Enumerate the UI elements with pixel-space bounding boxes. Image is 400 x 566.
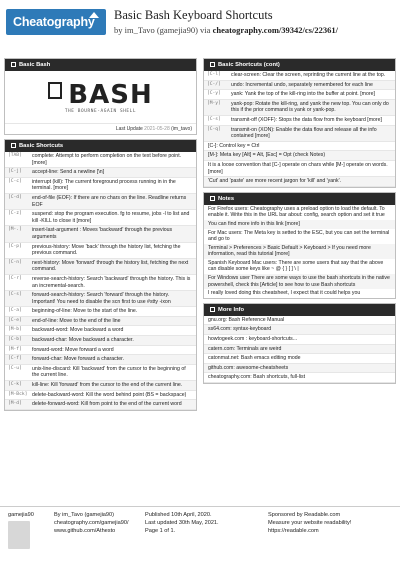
section-basic-shortcuts bbox=[4, 139, 197, 411]
shortcut-key: [TAB] bbox=[8, 153, 22, 158]
more-info-link[interactable]: howtogeek.com : keyboard-shortcuts... bbox=[204, 335, 395, 345]
shortcut-row bbox=[5, 400, 196, 410]
shortcut-description: end-of-line: Move to the end of the line bbox=[32, 317, 121, 324]
shortcut-row bbox=[5, 152, 196, 168]
right-column bbox=[203, 58, 396, 388]
footer-author-avatar-col bbox=[8, 511, 34, 549]
shortcut-row bbox=[204, 100, 395, 116]
bash-logo-title bbox=[48, 81, 152, 109]
shortcut-row bbox=[5, 243, 196, 259]
shortcut-row bbox=[5, 210, 196, 226]
shortcut-description: forward-char: Move forward a character. bbox=[32, 356, 124, 363]
shortcut-row bbox=[5, 346, 196, 356]
footer-dates-col bbox=[145, 511, 219, 536]
footer-sponsor-text: Measure your website readability! bbox=[268, 520, 352, 527]
shortcut-description: end-of-file (EOF): If there are no chars on the line. Readline returns EOF bbox=[32, 194, 187, 208]
shortcut-key: [C-d] bbox=[8, 194, 22, 200]
shortcut-row bbox=[204, 116, 395, 126]
note-item: For Firefox users: Cheatography uses a preload option to load the default. To enable it. Write this in the URL bar about: config, search option and set it true bbox=[208, 205, 385, 219]
byline-url[interactable]: cheatography.com/39342/cs/22361/ bbox=[212, 25, 338, 35]
shortcut-description: kill-line: Kill 'forward' from the cursor to the end of the current line. bbox=[32, 382, 183, 389]
shortcut-description: yank: Yank the top of the kill-ring into the buffer at point. [more] bbox=[231, 91, 375, 98]
shortcut-row bbox=[5, 168, 196, 178]
shortcut-list bbox=[204, 71, 395, 142]
shortcut-key: [C-q] bbox=[207, 126, 221, 132]
footer-published: Published 10th April, 2020. bbox=[145, 512, 212, 518]
shortcut-row bbox=[204, 90, 395, 100]
section-basic-bash bbox=[4, 58, 197, 135]
shortcut-row bbox=[5, 381, 196, 391]
section-icon bbox=[11, 143, 16, 148]
note-item: Spanish Keyboard Mac users: There are some users that say that the above can disable some keys like ~ @ { } [ ] \ | bbox=[208, 259, 384, 273]
section-heading-text: Basic Shortcuts (cont) bbox=[218, 62, 280, 68]
shortcut-description: beginning-of-line: Move to the start of the line. bbox=[32, 308, 138, 315]
section-heading bbox=[204, 304, 395, 316]
shortcut-description: suspend: stop the program execution. fg to resume, jobs -l to list and kill -KILL to close it [more] bbox=[32, 211, 190, 224]
section-heading-text: More Info bbox=[218, 306, 245, 313]
footer-updated: Last updated 30th May, 2021. bbox=[145, 520, 219, 527]
shortcut-key: [C-u] bbox=[8, 365, 22, 371]
shortcut-description: transmit-off (XOFF): Stops the data flow from the keyboard [more] bbox=[231, 116, 382, 123]
shortcut-key: [C-z] bbox=[8, 211, 22, 217]
more-info-link[interactable]: catonmat.net: Bash emacs editing mode bbox=[204, 354, 395, 364]
shortcut-row bbox=[5, 336, 196, 346]
cheatography-logo[interactable] bbox=[6, 9, 106, 35]
shortcut-key: [M-y] bbox=[207, 100, 221, 106]
shortcut-description: complete: Attempt to perform completion on the text before point. [more] bbox=[32, 153, 182, 166]
bash-logo bbox=[5, 71, 196, 123]
shortcut-description: next-history: Move 'forward' through the history list, fetching the next command. bbox=[32, 259, 189, 273]
shortcut-description: backward-char: Move backward a character. bbox=[32, 337, 134, 344]
shortcut-key: [M-d] bbox=[8, 401, 22, 407]
shortcut-key: [M-Bck] bbox=[8, 391, 28, 397]
section-icon bbox=[210, 307, 215, 312]
note-item: You can find more info in this link [more] bbox=[204, 220, 395, 229]
last-update-label: Last Update bbox=[115, 126, 143, 132]
shortcut-description: reverse-search-history: Search 'backward' through the history. This is an incremental-search. bbox=[32, 275, 191, 289]
links-list bbox=[204, 316, 395, 383]
shortcut-row bbox=[5, 291, 196, 307]
byline-author[interactable]: im_Tavo (gamejia90) bbox=[124, 25, 198, 35]
shortcut-description: unix-line-discard: Kill 'backward' from the cursor to the beginning of the current line. bbox=[32, 365, 186, 379]
shortcut-description: delete-backward-word: Kill the word behind point (BS = backspace) bbox=[32, 391, 187, 398]
shortcut-key: [M-b] bbox=[8, 327, 22, 333]
shortcut-key: [C-n] bbox=[8, 259, 22, 265]
last-update-date: 2021-05-28 bbox=[144, 126, 170, 132]
bash-logo-subtitle: THE BOURNE-AGAIN SHELL bbox=[64, 108, 137, 114]
notes-list bbox=[204, 205, 395, 298]
more-info-link[interactable]: catern.com: Terminals are weird bbox=[204, 345, 395, 355]
left-column bbox=[4, 58, 197, 415]
convention-note: It is a loose convention that [C-] operate on chars while [M-] operate on words. [more] bbox=[204, 161, 395, 177]
byline bbox=[114, 25, 338, 35]
section-heading bbox=[5, 140, 196, 152]
note-item: For Mac users: The Meta key is setted to the ESC, but you can set the terminal and go to bbox=[208, 229, 390, 243]
last-update-user[interactable]: im_tavo bbox=[172, 126, 191, 132]
shortcut-row bbox=[204, 81, 395, 91]
footer-author-url[interactable]: cheatography.com/gamejia90/ bbox=[54, 520, 129, 527]
note-item: I really loved doing this cheatsheet, I expect that it could helps you bbox=[208, 290, 361, 297]
section-more-info bbox=[203, 303, 396, 384]
shortcut-description: previous-history: Move 'back' through the history list, fetching the previous command. bbox=[32, 243, 181, 257]
section-heading bbox=[204, 59, 395, 71]
last-update: Last Update 2021-05-28 (im_tavo) bbox=[5, 123, 196, 134]
shortcut-description: interrupt (kill): The current foreground process running in in the terminal. [more] bbox=[32, 178, 176, 192]
more-info-link[interactable]: ss64.com: syntax-keyboard bbox=[204, 325, 395, 335]
shortcut-key: [C-y] bbox=[207, 91, 221, 97]
shortcut-description: forward-word: Move forward a word bbox=[32, 346, 114, 353]
shortcut-description: yank-pop: Rotate the kill-ring, and yank the new top. You can only do this if the prior command is yank or yank-pop. bbox=[231, 100, 389, 114]
shortcut-key: [C-s] bbox=[8, 292, 22, 298]
footer-author-site[interactable]: www.github.com/Athesto bbox=[54, 528, 116, 535]
shortcut-description: accept-line: Send a newline [\n] bbox=[32, 169, 105, 176]
bash-prompt-icon bbox=[48, 82, 62, 99]
footer-author-short[interactable]: gamejia90 bbox=[8, 512, 34, 518]
page-footer bbox=[0, 506, 400, 566]
shortcut-key: [C-k] bbox=[8, 382, 22, 388]
footer-author-line: By im_Tavo (gamejia90) bbox=[54, 512, 115, 518]
shortcut-list bbox=[5, 152, 196, 410]
note-item: Terminal > Preferences > Basic Default > Keyboard > If you need more information, read this tutorial [more] bbox=[204, 244, 395, 259]
shortcut-row bbox=[5, 391, 196, 401]
logo-mark-icon bbox=[89, 12, 99, 18]
shortcut-row bbox=[204, 71, 395, 81]
shortcut-row bbox=[5, 317, 196, 327]
section-heading bbox=[204, 193, 395, 205]
shortcut-key: [M-.] bbox=[8, 227, 22, 233]
section-basic-shortcuts-cont bbox=[203, 58, 396, 188]
page-title: Basic Bash Keyboard Shortcuts bbox=[114, 8, 273, 22]
byline-via: via bbox=[200, 25, 211, 35]
shortcut-description: clear-screen: Clear the screen, reprinting the current line at the top. bbox=[231, 72, 386, 78]
section-heading-text: Notes bbox=[218, 195, 235, 202]
shortcut-row bbox=[204, 126, 395, 142]
shortcut-row bbox=[5, 326, 196, 336]
section-heading-text: Basic Shortcuts bbox=[19, 143, 64, 149]
section-heading-text: Basic Bash bbox=[19, 62, 51, 68]
shortcut-key: [C-c] bbox=[8, 178, 22, 184]
section-notes bbox=[203, 192, 396, 299]
shortcut-key: [C-a] bbox=[8, 308, 22, 314]
shortcut-row bbox=[5, 275, 196, 291]
shortcut-key: [M-f] bbox=[8, 346, 22, 352]
shortcut-description: undo: Incremental undo, separately remembered for each line bbox=[231, 81, 373, 88]
shortcut-row bbox=[5, 226, 196, 242]
shortcut-key: [C-f] bbox=[8, 356, 22, 362]
shortcut-key: [C-e] bbox=[8, 317, 22, 323]
more-info-link[interactable]: cheatography.com: Bash shortcuts, full-list bbox=[204, 373, 395, 383]
section-heading bbox=[5, 59, 196, 71]
shortcut-key: [C-p] bbox=[8, 243, 22, 249]
shortcut-description: backward-word: Move backward a word bbox=[32, 327, 124, 334]
shortcut-row bbox=[5, 355, 196, 365]
convention-note: 'Cut' and 'paste' are more recent jargon for 'kill' and 'yank'. bbox=[204, 177, 395, 187]
convention-note: [M-]: Meta key [Alt] = Alt, [Esc] = Opt (check Notes) bbox=[204, 151, 395, 161]
shortcut-key: [C-s] bbox=[207, 116, 221, 122]
footer-sponsor-line[interactable]: Sponsored by Readable.com bbox=[268, 512, 341, 518]
footer-sponsor-url[interactable]: https://readable.com bbox=[268, 528, 319, 535]
footer-sponsor-col bbox=[268, 511, 351, 536]
more-info-link[interactable]: gnu.org: Bash Reference Manual bbox=[204, 316, 395, 326]
more-info-link[interactable]: github.com: awesome-cheatsheets bbox=[204, 364, 395, 374]
shortcut-description: transmit-on (XON): Enable the data flow and release all the info contained [more] bbox=[231, 126, 377, 140]
shortcut-description: forward-search-history: Search 'forward' through the history. Important! You need to disable the scn first to use #stty -ixon bbox=[32, 292, 171, 305]
shortcut-key: [C-b] bbox=[8, 337, 22, 343]
shortcut-row bbox=[5, 194, 196, 210]
shortcut-row bbox=[5, 365, 196, 381]
shortcut-key: [C-r] bbox=[8, 275, 22, 281]
shortcut-key: [C-/] bbox=[207, 81, 221, 87]
section-icon bbox=[11, 62, 16, 67]
shortcut-key: [C-j] bbox=[8, 169, 22, 175]
logo-text: Cheatography bbox=[13, 15, 95, 29]
footer-page: Page 1 of 1. bbox=[145, 528, 176, 535]
conventions-list bbox=[204, 142, 395, 187]
byline-prefix: by bbox=[114, 25, 123, 35]
footer-author-col bbox=[54, 511, 129, 536]
avatar[interactable] bbox=[8, 521, 30, 549]
shortcut-row bbox=[5, 307, 196, 317]
shortcut-description: delete-forward-word: Kill from point to the end of the current word bbox=[32, 401, 182, 408]
section-icon bbox=[210, 196, 215, 201]
shortcut-row bbox=[5, 259, 196, 275]
shortcut-key: [C-l] bbox=[207, 72, 221, 77]
note-item: For Windows user There are some ways to use the bash shortcuts in the native powershell, check this [Article] to see how to use Bash shortcuts bbox=[204, 274, 395, 289]
convention-note: [C-]: Control key = Ctrl bbox=[204, 142, 395, 152]
bash-logo-text: BASH bbox=[68, 79, 153, 110]
page-header bbox=[0, 0, 400, 54]
shortcut-description: insert-last-argument : Moves 'backward' through the previous arguments bbox=[32, 227, 173, 240]
shortcut-row bbox=[5, 178, 196, 194]
section-icon bbox=[210, 62, 215, 67]
